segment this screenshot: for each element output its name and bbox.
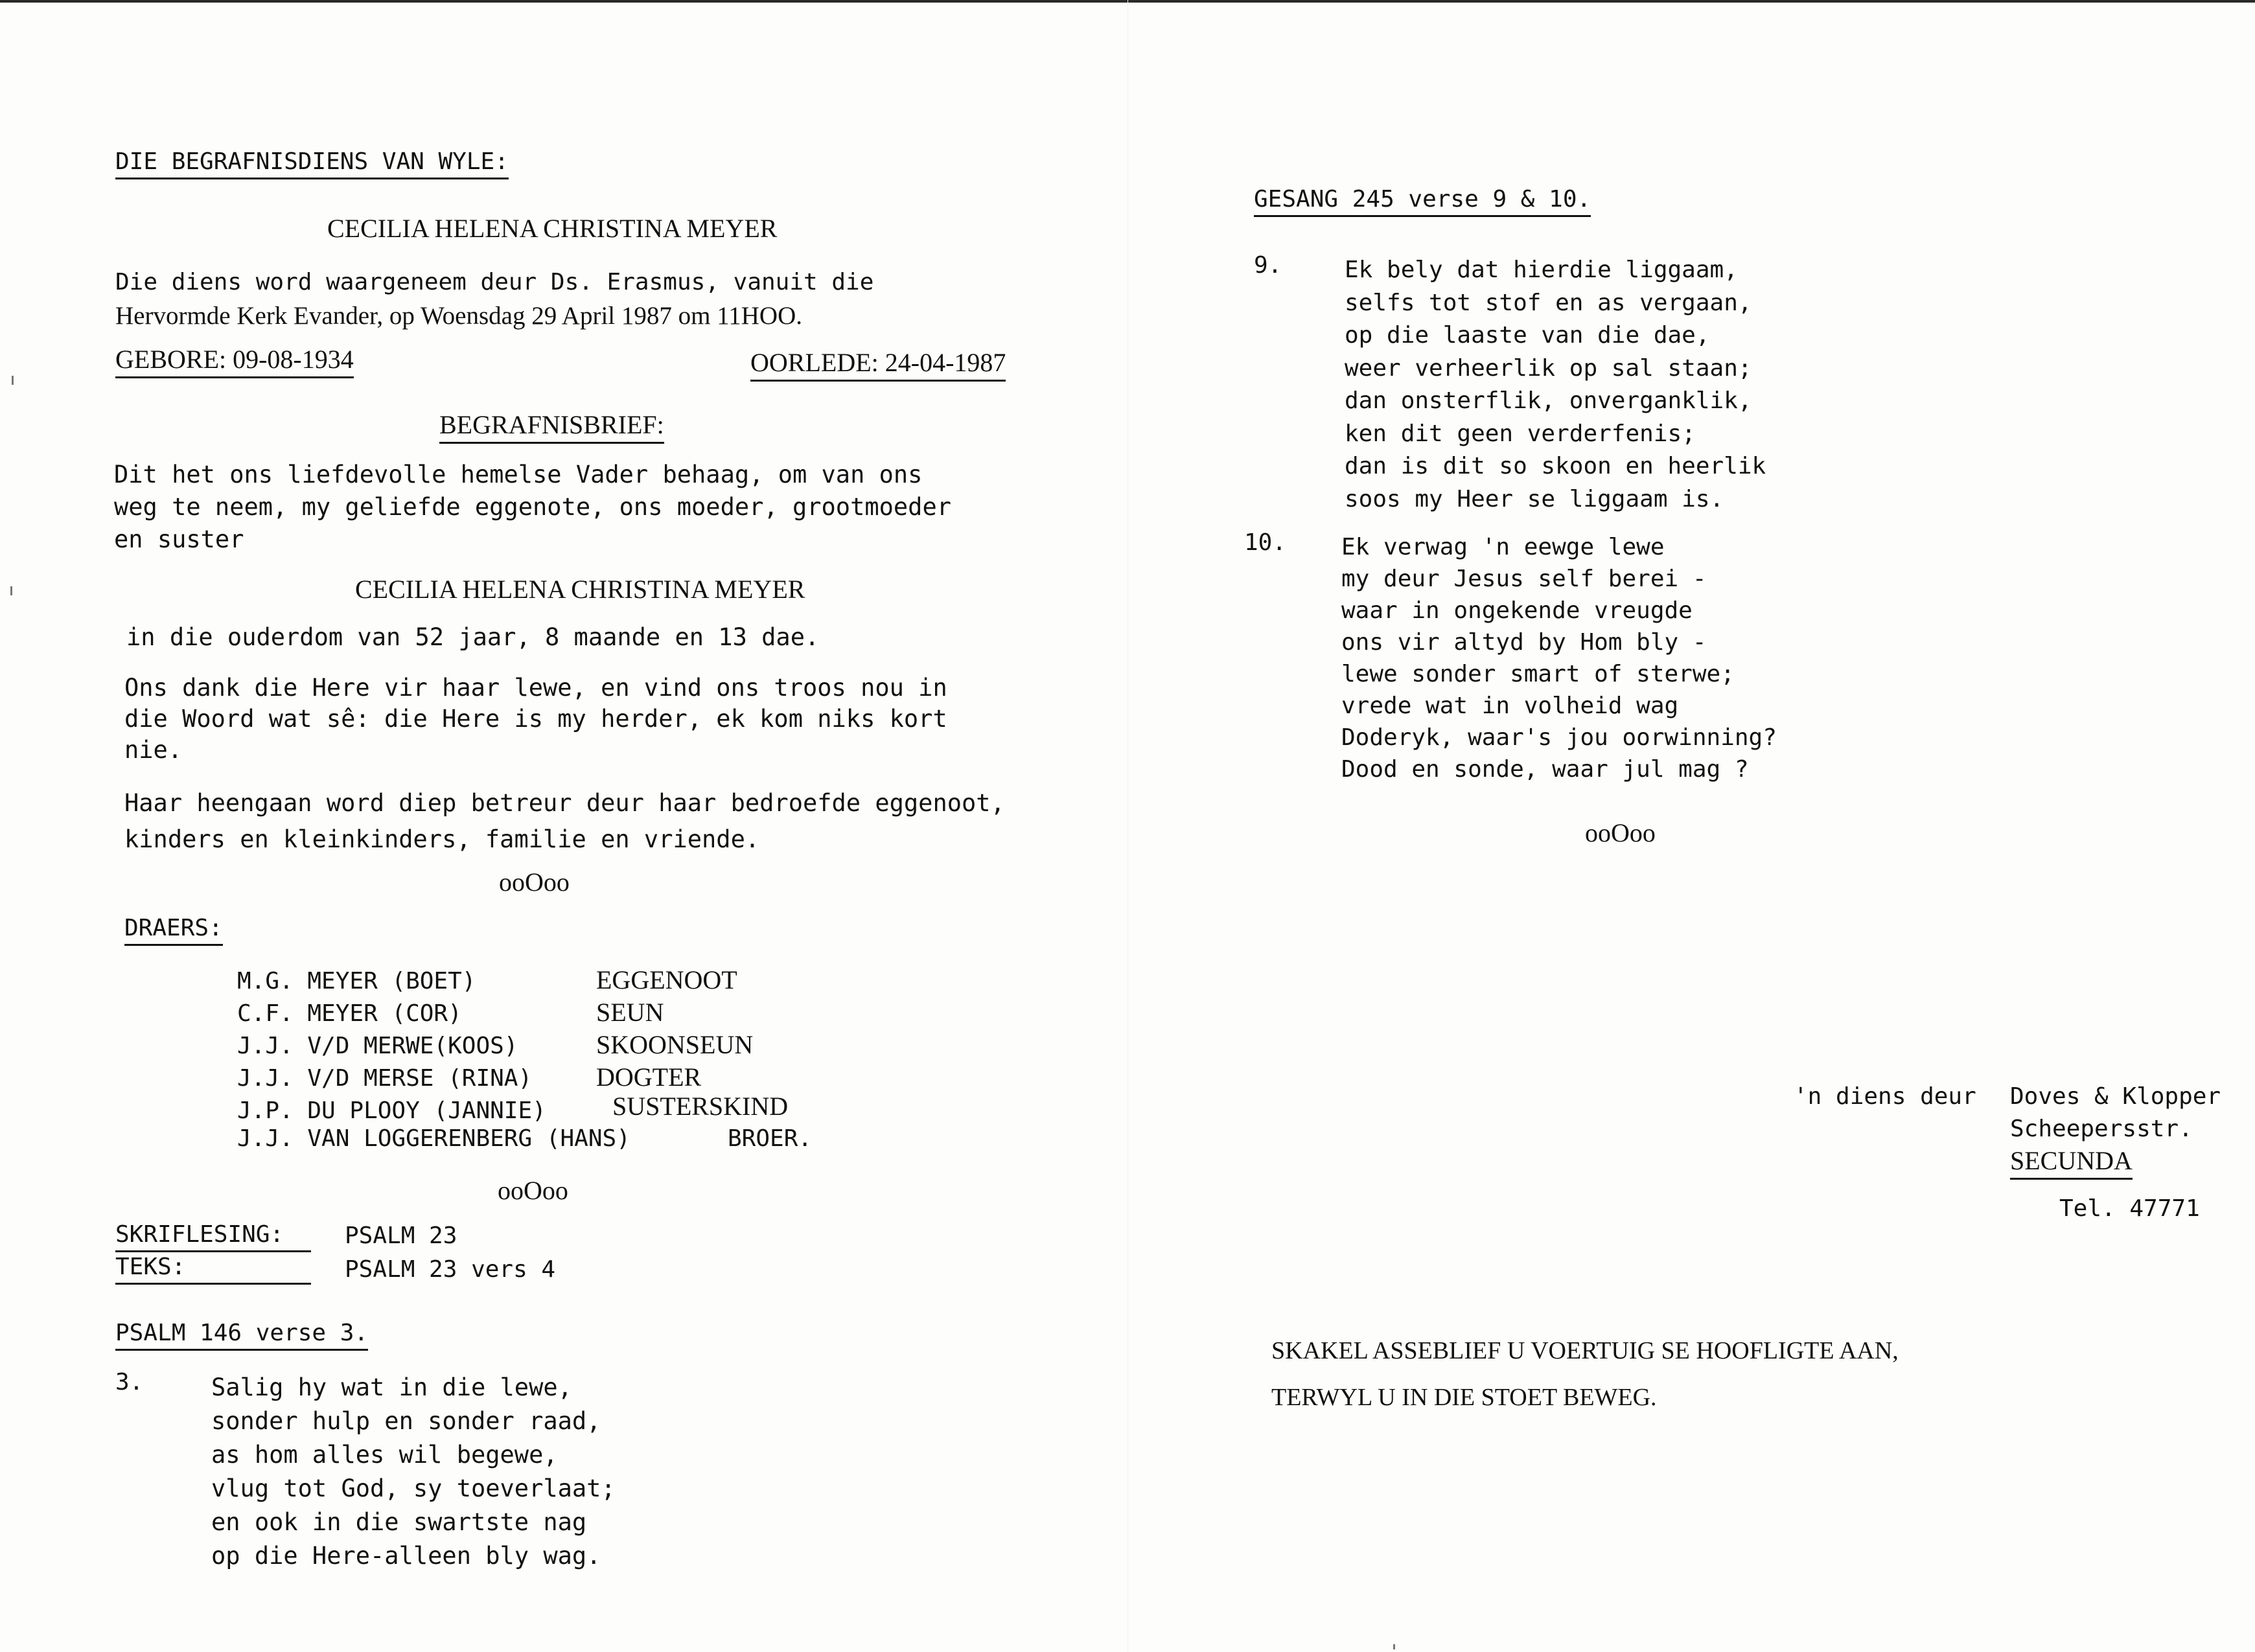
thanks-text [124,672,947,766]
hymn-heading: GESANG 245 verse 9 & 10. [1254,188,1591,217]
letter-line: Dit het ons liefdevolle hemelse Vader behaag, om van ons [114,461,923,488]
undertaker-town: SECUNDA [2010,1148,2133,1180]
separator-ornament: ooOoo [498,1176,568,1205]
bearer-relation: SKOONSEUN [596,1030,754,1059]
undertaker-phone: Tel. 47771 [2059,1195,2200,1222]
bearer-name: J.P. DU PLOOY (JANNIE) [237,1097,546,1124]
hymn-line: Ek verwag 'n eewge lewe [1341,534,1665,560]
thanks-line: Ons dank die Here vir haar lewe, en vind ons troos nou in [124,674,947,702]
hymn-line: ken dit geen verderfenis; [1345,420,1696,447]
separator-ornament: ooOoo [1585,818,1656,847]
psalm-line: Salig hy wat in die lewe, [211,1373,572,1401]
hymn-line: dan is dit so skoon en heerlik [1345,453,1766,479]
psalm-line: as hom alles wil begewe, [211,1441,558,1469]
bearer-relation: SEUN [596,998,664,1027]
mourning-text [124,785,1005,858]
text-value: PSALM 23 vers 4 [345,1256,556,1283]
letter-text [114,459,951,556]
letter-heading: BEGRAFNISBRIEF: [439,412,664,444]
bearer-relation: DOGTER [596,1062,702,1092]
bearer-name: C.F. MEYER (COR) [237,1000,462,1027]
bearer-relation: SUSTERSKIND [612,1092,789,1121]
hymn-line: vrede wat in volheid wag [1341,693,1679,719]
mourning-line: Haar heengaan word diep betreur deur haar bedroefde eggenoot, [124,789,1005,817]
psalm-verse-number: 3. [115,1369,144,1395]
hymn-line: weer verheerlik op sal staan; [1345,354,1752,382]
thanks-line: nie. [124,736,183,764]
psalm-line: en ook in die swartste nag [211,1508,587,1536]
undertaker-name: Doves & Klopper [2010,1083,2221,1110]
birth-date: GEBORE: 09-08-1934 [115,347,354,378]
psalm-line: op die Here-alleen bly wag. [211,1542,601,1570]
hymn-line: Dood en sonde, waar jul mag ? [1341,756,1749,783]
scan-mark [12,376,14,385]
headlights-notice-line-2: TERWYL U IN DIE STOET BEWEG. [1271,1384,1657,1411]
hymn-line: lewe sonder smart of sterwe; [1341,661,1735,687]
bearers-heading: DRAERS: [124,917,223,946]
age-line: in die ouderdom van 52 jaar, 8 maande en 13 dae. [126,623,820,651]
death-date: OORLEDE: 24-04-1987 [750,350,1006,382]
scan-mark [1393,1644,1395,1649]
deceased-name: CECILIA HELENA CHRISTINA MEYER [327,214,778,243]
hymn-verse-number: 9. [1254,252,1282,279]
service-details [115,266,873,333]
letter-line: weg te neem, my geliefde eggenote, ons moeder, grootmoeder [114,493,952,521]
deceased-name-letter: CECILIA HELENA CHRISTINA MEYER [355,575,805,604]
psalm-line: vlug tot God, sy toeverlaat; [211,1474,616,1502]
undertaker-street: Scheepersstr. [2010,1116,2193,1142]
bearer-name: J.J. V/D MERWE(KOOS) [237,1033,518,1059]
scan-mark [10,586,12,595]
psalm-text [211,1371,616,1573]
psalm-heading: PSALM 146 verse 3. [115,1322,368,1351]
bearers-relations [596,964,753,1094]
hymn-line: waar in ongekende vreugde [1341,597,1693,624]
hymn-line: ons vir altyd by Hom bly - [1341,629,1707,656]
hymn-line: Ek bely dat hierdie liggaam, [1345,257,1738,283]
hymn-verse-number: 10. [1244,529,1287,556]
bearer-relation: EGGENOOT [596,965,737,994]
bearer-name: M.G. MEYER (BOET) [237,968,476,994]
bearers-names [237,965,546,1127]
hymn-line: my deur Jesus self berei - [1341,566,1707,592]
hymn-verse-10 [1341,531,1777,785]
undertaker-prefix: 'n diens deur [1794,1083,1976,1110]
thanks-line: die Woord wat sê: die Here is my herder, ek kom niks kort [124,705,947,733]
service-line: Die diens word waargeneem deur Ds. Erasmus, vanuit die [115,269,874,295]
reading-value: PSALM 23 [345,1222,457,1249]
bearer-name: J.J. VAN LOGGERENBERG (HANS) [237,1125,630,1152]
service-heading: DIE BEGRAFNISDIENS VAN WYLE: [115,150,509,179]
headlights-notice-line-1: SKAKEL ASSEBLIEF U VOERTUIG SE HOOFLIGTE AAN, [1271,1337,1899,1364]
hymn-line: soos my Heer se liggaam is. [1345,485,1724,512]
bearer-relation: BROER. [728,1125,813,1152]
service-line: Hervormde Kerk Evander, op Woensdag 29 April 1987 om 11HOO. [115,302,803,330]
hymn-line: dan onsterflik, onverganklik, [1345,387,1752,414]
hymn-line: op die laaste van die dae, [1345,322,1710,349]
mourning-line: kinders en kleinkinders, familie en vriende. [124,825,760,853]
hymn-line: Doderyk, waar's jou oorwinning? [1341,724,1777,751]
separator-ornament: ooOoo [499,867,570,897]
hymn-line: selfs tot stof en as vergaan, [1345,289,1752,316]
letter-line: en suster [114,525,244,553]
psalm-line: sonder hulp en sonder raad, [211,1407,601,1435]
text-label: TEKS: [115,1256,311,1285]
reading-label: SKRIFLESING: [115,1223,311,1252]
bearer-name: J.J. V/D MERSE (RINA) [237,1065,533,1092]
hymn-verse-9 [1345,254,1766,516]
